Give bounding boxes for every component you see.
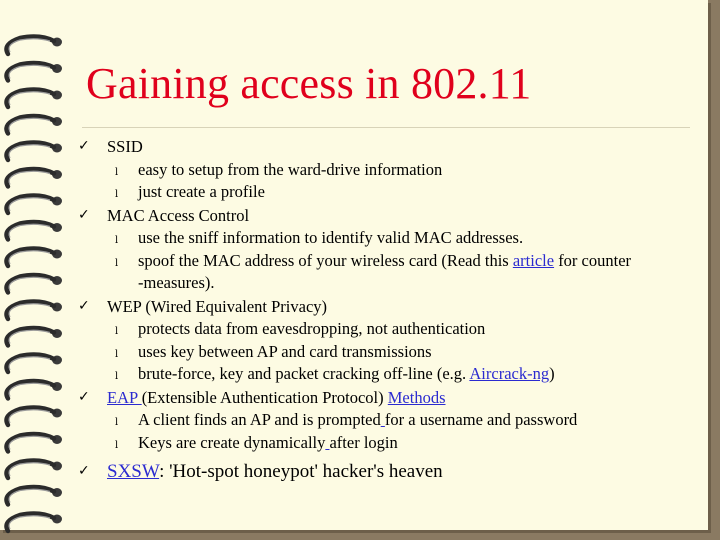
spiral-ring [7, 434, 63, 451]
sub-bullet-text: spoof the MAC address of your wireless card (Read this [138, 250, 513, 270]
sub-bullet-text: protects data from eavesdropping, not authentication [138, 319, 486, 338]
spiral-ring [7, 328, 63, 345]
bullet-separator: : [159, 461, 170, 482]
sub-bullet-text: brute-force, key and packet cracking off-line (e.g. [138, 364, 470, 383]
check-icon: ✓ [78, 463, 90, 479]
spiral-ring [7, 90, 63, 107]
sub-bullet-text-end: for counter [554, 250, 632, 270]
spiral-ring [7, 63, 63, 80]
sub-bullet-icon: l [115, 326, 119, 337]
spiral-ring [7, 514, 63, 531]
sub-bullet [78, 318, 688, 341]
sub-bullet-icon: l [115, 371, 119, 382]
sub-bullet-icon: l [115, 348, 119, 360]
title-divider [82, 127, 690, 128]
sub-bullet-icon: l [115, 417, 119, 428]
bullet-ssid [78, 135, 688, 159]
spiral-ring [7, 37, 63, 54]
aircrack-link[interactable]: Aircrack-ng [469, 364, 550, 383]
check-icon: ✓ [78, 297, 90, 314]
spiral-ring [7, 222, 63, 239]
sub-bullet [78, 250, 688, 295]
spiral-ring [7, 302, 63, 319]
bullet-eap [78, 386, 688, 410]
spiral-ring [7, 169, 63, 186]
sub-bullet-icon: l [115, 257, 119, 269]
spiral-ring [7, 461, 63, 478]
sub-bullet-text: uses key between AP and card transmissions [138, 341, 432, 361]
bullet-text: SSID [107, 137, 143, 156]
check-icon: ✓ [78, 138, 90, 154]
spiral-ring [7, 143, 63, 160]
sub-bullet-text: just create a profile [138, 182, 265, 201]
sub-bullet [78, 409, 688, 432]
sub-bullet [78, 363, 688, 386]
spiral-ring [7, 275, 63, 292]
spiral-ring [7, 487, 63, 504]
spiral-ring [7, 116, 63, 133]
bullet-text: WEP (Wired Equivalent Privacy) [107, 296, 328, 316]
article-link[interactable]: article [512, 250, 555, 270]
spiral-ring [7, 196, 63, 213]
bullet-mac-access-control [78, 204, 688, 228]
bullet-text: (Extensible Authentication Protocol) [141, 387, 388, 407]
sub-bullet-icon: l [115, 235, 119, 246]
sub-bullet [78, 432, 688, 455]
sub-bullet-icon: l [115, 189, 119, 200]
spiral-binding [0, 0, 72, 540]
sub-bullet-text-end: ) [549, 364, 555, 383]
spiral-ring [7, 355, 63, 372]
sub-bullet-text: easy to setup from the ward-drive information [138, 159, 443, 179]
bullet-text: 'Hot-spot honeypot' hacker's heaven [169, 461, 443, 482]
sub-bullet-text: A client finds an AP and is prompted [138, 410, 381, 429]
slide-title: Gaining access in 802.11 [86, 59, 532, 108]
check-icon: ✓ [78, 388, 90, 405]
sub-bullet-text-end: after login [329, 432, 398, 452]
sub-bullet [78, 341, 688, 364]
slide-content [78, 135, 688, 484]
sub-bullet [78, 227, 688, 250]
sub-bullet-text-end: for a username and password [384, 410, 578, 429]
sub-bullet-icon: l [115, 166, 119, 178]
check-icon: ✓ [78, 206, 90, 223]
sub-bullet-continuation: -measures). [138, 273, 215, 292]
eap-link[interactable]: EAP [107, 387, 142, 407]
sub-bullet [78, 159, 688, 182]
sub-bullet [78, 181, 688, 204]
bullet-text: MAC Access Control [107, 205, 250, 225]
bullet-sxsw [78, 460, 688, 484]
spiral-ring [7, 249, 63, 266]
bullet-wep [78, 295, 688, 319]
methods-link[interactable]: Methods [387, 387, 446, 407]
sxsw-link[interactable]: SXSW [107, 461, 160, 482]
spiral-ring [7, 408, 63, 425]
sub-bullet-icon: l [115, 439, 119, 451]
spiral-ring [7, 381, 63, 398]
sub-bullet-text: Keys are create dynamically [138, 432, 326, 452]
sub-bullet-text: use the sniff information to identify valid MAC addresses. [138, 228, 524, 247]
